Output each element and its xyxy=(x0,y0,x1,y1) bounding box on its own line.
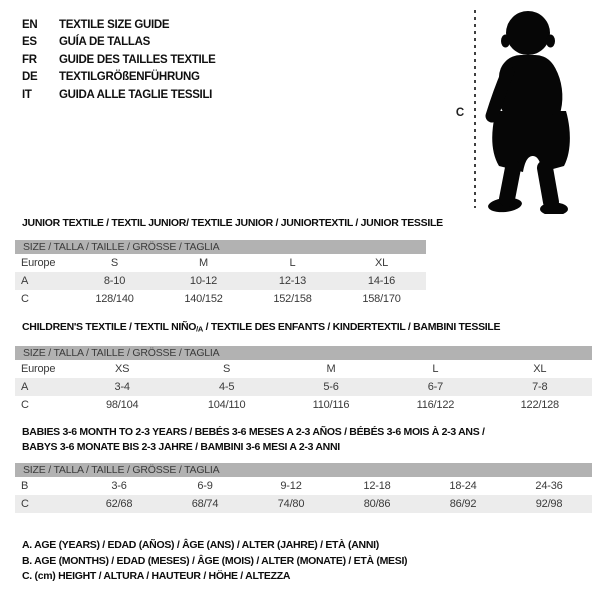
size-cell: 9-12 xyxy=(280,480,302,492)
table-row xyxy=(15,477,592,495)
language-title: GUIDA ALLE TAGLIE TESSILI xyxy=(59,88,213,101)
language-code: ES xyxy=(22,36,37,49)
size-cell: S xyxy=(223,363,231,375)
size-cell: M xyxy=(199,257,208,269)
size-cell: 140/152 xyxy=(184,293,223,305)
babies-table-title xyxy=(22,425,485,455)
table-row xyxy=(15,290,426,308)
size-cell: 152/158 xyxy=(273,293,312,305)
table-row xyxy=(15,378,592,396)
size-cell: 104/110 xyxy=(207,399,246,411)
table-row xyxy=(15,495,592,513)
table-row xyxy=(15,396,592,414)
row-label: A xyxy=(21,275,29,287)
language-row xyxy=(22,69,216,87)
size-cell: 68/74 xyxy=(191,498,219,510)
table-row xyxy=(15,254,426,272)
children-table-title xyxy=(22,321,500,334)
measurement-legend xyxy=(22,538,407,585)
size-cell: 6-7 xyxy=(427,381,444,393)
size-cell: 98/104 xyxy=(105,399,139,411)
row-label: B xyxy=(21,480,29,492)
size-cell: 110/116 xyxy=(312,399,350,411)
language-code: IT xyxy=(22,88,32,101)
size-cell: 3-4 xyxy=(114,381,130,393)
size-cell: L xyxy=(289,257,296,269)
junior-size-table xyxy=(15,240,426,308)
baby-silhouette xyxy=(482,8,598,214)
junior-table-title: JUNIOR TEXTILE / TEXTIL JUNIOR/ TEXTILE JUNIOR / JUNIORTEXTIL / JUNIOR TESSILE xyxy=(22,217,443,229)
table-row xyxy=(15,272,426,290)
language-title: TEXTILGRÖßENFÜHRUNG xyxy=(59,71,200,84)
size-cell: 128/140 xyxy=(95,293,134,305)
size-cell: S xyxy=(110,257,119,269)
children-size-table xyxy=(15,346,592,414)
row-label: Europe xyxy=(21,257,56,269)
size-header-band: SIZE / TALLA / TAILLE / GRÖSSE / TAGLIA xyxy=(15,346,592,360)
language-row xyxy=(22,86,216,104)
children-title-text: CHILDREN'S TEXTILE / TEXTIL NIÑO xyxy=(22,321,197,333)
size-cell: 3-6 xyxy=(111,480,127,492)
size-cell: 18-24 xyxy=(449,480,477,492)
size-cell: L xyxy=(432,363,439,375)
size-cell: 10-12 xyxy=(189,275,218,287)
size-cell: 158/170 xyxy=(362,293,401,305)
language-code: DE xyxy=(22,71,38,84)
size-cell: 116/122 xyxy=(416,399,455,411)
children-title-subscript: /A xyxy=(196,324,204,334)
size-cell: 8-10 xyxy=(103,275,126,287)
size-cell: XS xyxy=(115,363,130,375)
language-row xyxy=(22,34,216,52)
babies-title-line1: BABIES 3-6 MONTH TO 2-3 YEARS / BEBÉS 3-6 MESES A 2-3 AÑOS / BÉBÉS 3-6 MOIS À 2-3 ANS / xyxy=(22,426,485,438)
size-cell: 122/128 xyxy=(520,399,559,411)
row-label: A xyxy=(21,381,29,393)
size-cell: 62/68 xyxy=(105,498,133,510)
height-measure-dashed-line xyxy=(474,10,476,208)
language-row xyxy=(22,16,216,34)
legend-line-a: A. AGE (YEARS) / EDAD (AÑOS) / ÂGE (ANS) / ALTER (JAHRE) / ETÀ (ANNI) xyxy=(22,539,379,551)
size-cell: 24-36 xyxy=(535,480,563,492)
language-row xyxy=(22,51,216,69)
size-header-band: SIZE / TALLA / TAILLE / GRÖSSE / TAGLIA xyxy=(15,240,426,254)
size-cell: 14-16 xyxy=(367,275,396,287)
size-cell: 86/92 xyxy=(449,498,477,510)
size-cell: 80/86 xyxy=(363,498,391,510)
table-row xyxy=(15,360,592,378)
size-cell: XL xyxy=(374,257,389,269)
language-title: GUIDE DES TAILLES TEXTILE xyxy=(59,53,216,66)
size-cell: 12-18 xyxy=(363,480,391,492)
row-label: C xyxy=(21,399,29,411)
babies-size-table xyxy=(15,463,592,513)
row-label: C xyxy=(21,498,29,510)
language-title: GUÍA DE TALLAS xyxy=(59,36,150,49)
row-label: C xyxy=(21,293,29,305)
size-cell: 4-5 xyxy=(218,381,235,393)
row-label: Europe xyxy=(21,363,56,375)
children-title-text: / TEXTILE DES ENFANTS / KINDERTEXTIL / BAMBINI TESSILE xyxy=(203,321,501,333)
size-cell: 5-6 xyxy=(323,381,339,393)
legend-line-c: C. (cm) HEIGHT / ALTURA / HAUTEUR / HÖHE / ALTEZZA xyxy=(22,570,291,582)
language-code: EN xyxy=(22,18,38,31)
size-cell: 92/98 xyxy=(535,498,563,510)
height-measure-label: C xyxy=(455,107,465,119)
language-title: TEXTILE SIZE GUIDE xyxy=(59,18,170,31)
size-header-band: SIZE / TALLA / TAILLE / GRÖSSE / TAGLIA xyxy=(15,463,592,477)
size-cell: XL xyxy=(533,363,547,375)
size-cell: 7-8 xyxy=(532,381,548,393)
size-cell: M xyxy=(326,363,336,375)
size-cell: 12-13 xyxy=(278,275,307,287)
language-guide xyxy=(22,16,216,104)
babies-title-line2: BABYS 3-6 MONATE BIS 2-3 JAHRE / BAMBINI 3-6 MESI A 2-3 ANNI xyxy=(22,441,340,453)
size-cell: 6-9 xyxy=(197,480,213,492)
legend-line-b: B. AGE (MONTHS) / EDAD (MESES) / ÂGE (MOIS) / ALTER (MONATE) / ETÀ (MESI) xyxy=(22,554,408,567)
language-code: FR xyxy=(22,53,37,66)
size-cell: 74/80 xyxy=(277,498,305,510)
